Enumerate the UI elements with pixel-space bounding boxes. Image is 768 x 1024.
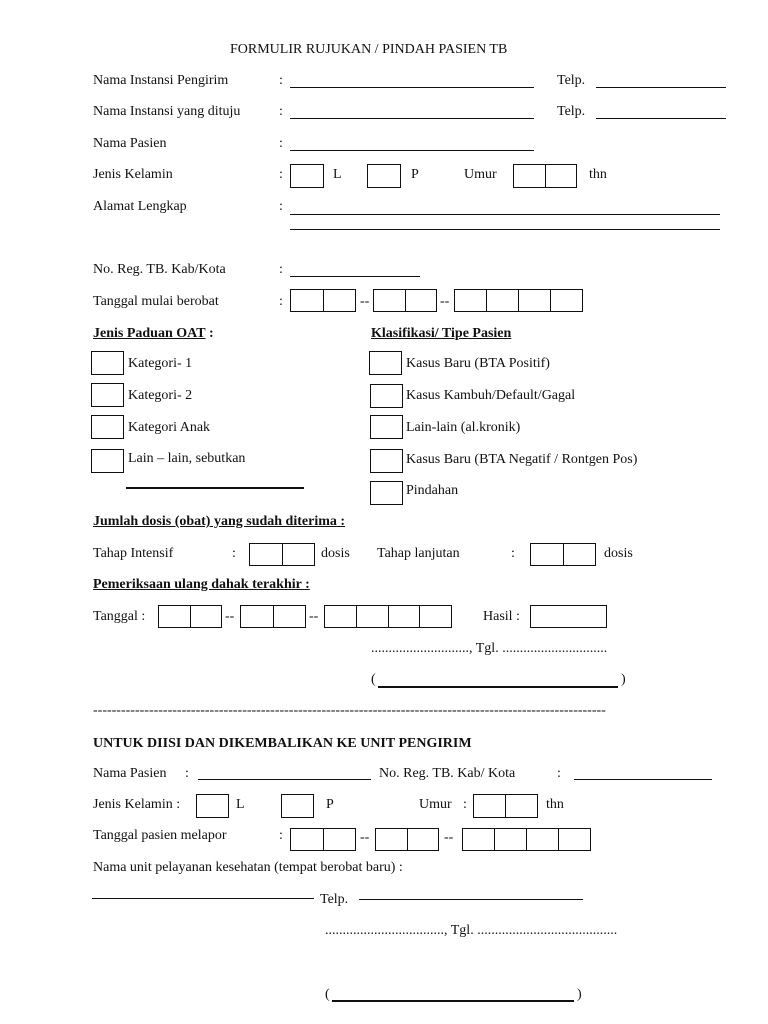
colon: :	[279, 199, 283, 214]
date-separator: --	[309, 609, 319, 624]
kategori-1-label: Kategori- 1	[128, 356, 193, 371]
telp-pengirim-line[interactable]	[596, 87, 726, 88]
telp-label: Telp.	[557, 104, 586, 119]
form-title: FORMULIR RUJUKAN / PINDAH PASIEN TB	[230, 42, 508, 57]
return-pasien-label: Nama Pasien	[93, 766, 167, 781]
colon: :	[279, 262, 283, 277]
kategori-1-checkbox[interactable]	[91, 351, 124, 375]
gender-p-checkbox[interactable]	[367, 164, 401, 188]
colon: :	[511, 546, 515, 561]
return-kelamin-label: Jenis Kelamin :	[93, 797, 181, 812]
tanggal-year-input[interactable]	[454, 289, 583, 312]
melapor-label: Tanggal pasien melapor	[93, 828, 227, 843]
kelamin-label: Jenis Kelamin	[93, 167, 173, 182]
kategori-anak-label: Kategori Anak	[128, 420, 211, 435]
return-gender-l-checkbox[interactable]	[196, 794, 229, 818]
lain-lain-label: Lain – lain, sebutkan	[128, 451, 246, 466]
dituju-input-line[interactable]	[290, 118, 534, 119]
return-gender-p-checkbox[interactable]	[281, 794, 314, 818]
kategori-anak-checkbox[interactable]	[91, 415, 124, 439]
tanggal-day-input[interactable]	[290, 289, 356, 312]
lain-lain-checkbox[interactable]	[91, 449, 124, 473]
intensif-dosis-input[interactable]	[249, 543, 315, 566]
alamat-line-1[interactable]	[290, 214, 720, 215]
return-telp-line[interactable]	[359, 899, 583, 900]
thn-label: thn	[589, 167, 607, 182]
colon: :	[279, 294, 283, 309]
colon: :	[279, 136, 283, 151]
return-noreg-input-line[interactable]	[574, 779, 712, 780]
tanggal-month-input[interactable]	[373, 289, 437, 312]
pindahan-checkbox[interactable]	[370, 481, 403, 505]
melapor-day-input[interactable]	[290, 828, 356, 851]
telp-label: Telp.	[557, 73, 586, 88]
colon: :	[279, 828, 283, 843]
return-signature-close-paren: )	[577, 987, 582, 1002]
pindahan-label: Pindahan	[406, 483, 459, 498]
date-separator: --	[440, 294, 450, 309]
klasifikasi-heading: Klasifikasi/ Tipe Pasien	[371, 326, 512, 341]
lanjutan-dosis-input[interactable]	[530, 543, 596, 566]
dosis-unit-label: dosis	[321, 546, 350, 561]
kasus-kambuh-label: Kasus Kambuh/Default/Gagal	[406, 388, 576, 403]
cut-divider: --------------------------------------------------------------------------------------------------------------	[93, 703, 606, 718]
return-heading: UNTUK DIISI DAN DIKEMBALIKAN KE UNIT PENGIRIM	[93, 736, 472, 751]
kategori-2-label: Kategori- 2	[128, 388, 193, 403]
date-separator: --	[225, 609, 235, 624]
tanggal-label: Tanggal mulai berobat	[93, 294, 219, 309]
telp-dituju-line[interactable]	[596, 118, 726, 119]
return-umur-digits-input[interactable]	[473, 794, 538, 818]
date-separator: --	[360, 830, 370, 845]
signature-open-paren: (	[371, 672, 376, 687]
alamat-line-2[interactable]	[290, 229, 720, 230]
hasil-input[interactable]	[530, 605, 607, 628]
pemeriksaan-heading: Pemeriksaan ulang dahak terakhir :	[93, 577, 310, 592]
kategori-2-checkbox[interactable]	[91, 383, 124, 407]
lanjutan-label: Tahap lanjutan	[377, 546, 460, 561]
pemeriksaan-day-input[interactable]	[158, 605, 222, 628]
lain-kronik-label: Lain-lain (al.kronik)	[406, 420, 521, 435]
pemeriksaan-month-input[interactable]	[240, 605, 306, 628]
return-noreg-label: No. Reg. TB. Kab/ Kota	[379, 766, 516, 781]
kasus-kambuh-checkbox[interactable]	[370, 384, 403, 408]
melapor-year-input[interactable]	[462, 828, 591, 851]
return-signature-open-paren: (	[325, 987, 330, 1002]
kasus-baru-positif-label: Kasus Baru (BTA Positif)	[406, 356, 550, 371]
return-p-label: P	[326, 797, 334, 812]
kasus-baru-negatif-label: Kasus Baru (BTA Negatif / Rontgen Pos)	[406, 452, 638, 467]
dituju-label: Nama Instansi yang dituju	[93, 104, 241, 119]
return-signature-name-line[interactable]	[332, 1000, 574, 1002]
l-label: L	[333, 167, 342, 182]
place-date-line: ............................, Tgl. ..............................	[371, 641, 608, 656]
pemeriksaan-year-input[interactable]	[324, 605, 452, 628]
melapor-month-input[interactable]	[375, 828, 439, 851]
dosis-heading: Jumlah dosis (obat) yang sudah diterima :	[93, 514, 346, 529]
date-separator: --	[360, 294, 370, 309]
lain-kronik-checkbox[interactable]	[370, 415, 403, 439]
unit-label: Nama unit pelayanan kesehatan (tempat berobat baru) :	[93, 860, 403, 875]
pasien-input-line[interactable]	[290, 150, 534, 151]
return-place-date-line: .................................., Tgl. ........................................	[325, 923, 618, 938]
unit-input-line[interactable]	[92, 898, 314, 899]
pengirim-input-line[interactable]	[290, 87, 534, 88]
noreg-input-line[interactable]	[290, 276, 420, 277]
dosis-unit-label: dosis	[604, 546, 633, 561]
umur-label: Umur	[464, 167, 497, 182]
hasil-label: Hasil :	[483, 609, 520, 624]
signature-close-paren: )	[621, 672, 626, 687]
pengirim-label: Nama Instansi Pengirim	[93, 73, 229, 88]
return-pasien-input-line[interactable]	[198, 779, 371, 780]
alamat-label: Alamat Lengkap	[93, 199, 187, 214]
kasus-baru-positif-checkbox[interactable]	[369, 351, 402, 375]
umur-digits-input[interactable]	[513, 164, 577, 188]
intensif-label: Tahap Intensif	[93, 546, 174, 561]
date-separator: --	[444, 830, 454, 845]
colon: :	[557, 766, 561, 781]
p-label: P	[411, 167, 419, 182]
colon: :	[232, 546, 236, 561]
colon: :	[279, 167, 283, 182]
return-telp-label: Telp.	[320, 892, 349, 907]
colon: :	[279, 73, 283, 88]
colon: :	[279, 104, 283, 119]
kasus-baru-negatif-checkbox[interactable]	[370, 449, 403, 473]
return-umur-label: Umur	[419, 797, 452, 812]
return-l-label: L	[236, 797, 245, 812]
colon: :	[185, 766, 189, 781]
pasien-label: Nama Pasien	[93, 136, 167, 151]
signature-name-line[interactable]	[378, 686, 618, 688]
pemeriksaan-tanggal-label: Tanggal :	[93, 609, 146, 624]
lain-lain-input-line[interactable]	[126, 487, 304, 489]
colon: :	[463, 797, 467, 812]
gender-l-checkbox[interactable]	[290, 164, 324, 188]
noreg-label: No. Reg. TB. Kab/Kota	[93, 262, 226, 277]
return-thn-label: thn	[546, 797, 564, 812]
paduan-heading: Jenis Paduan OAT :	[93, 326, 214, 341]
